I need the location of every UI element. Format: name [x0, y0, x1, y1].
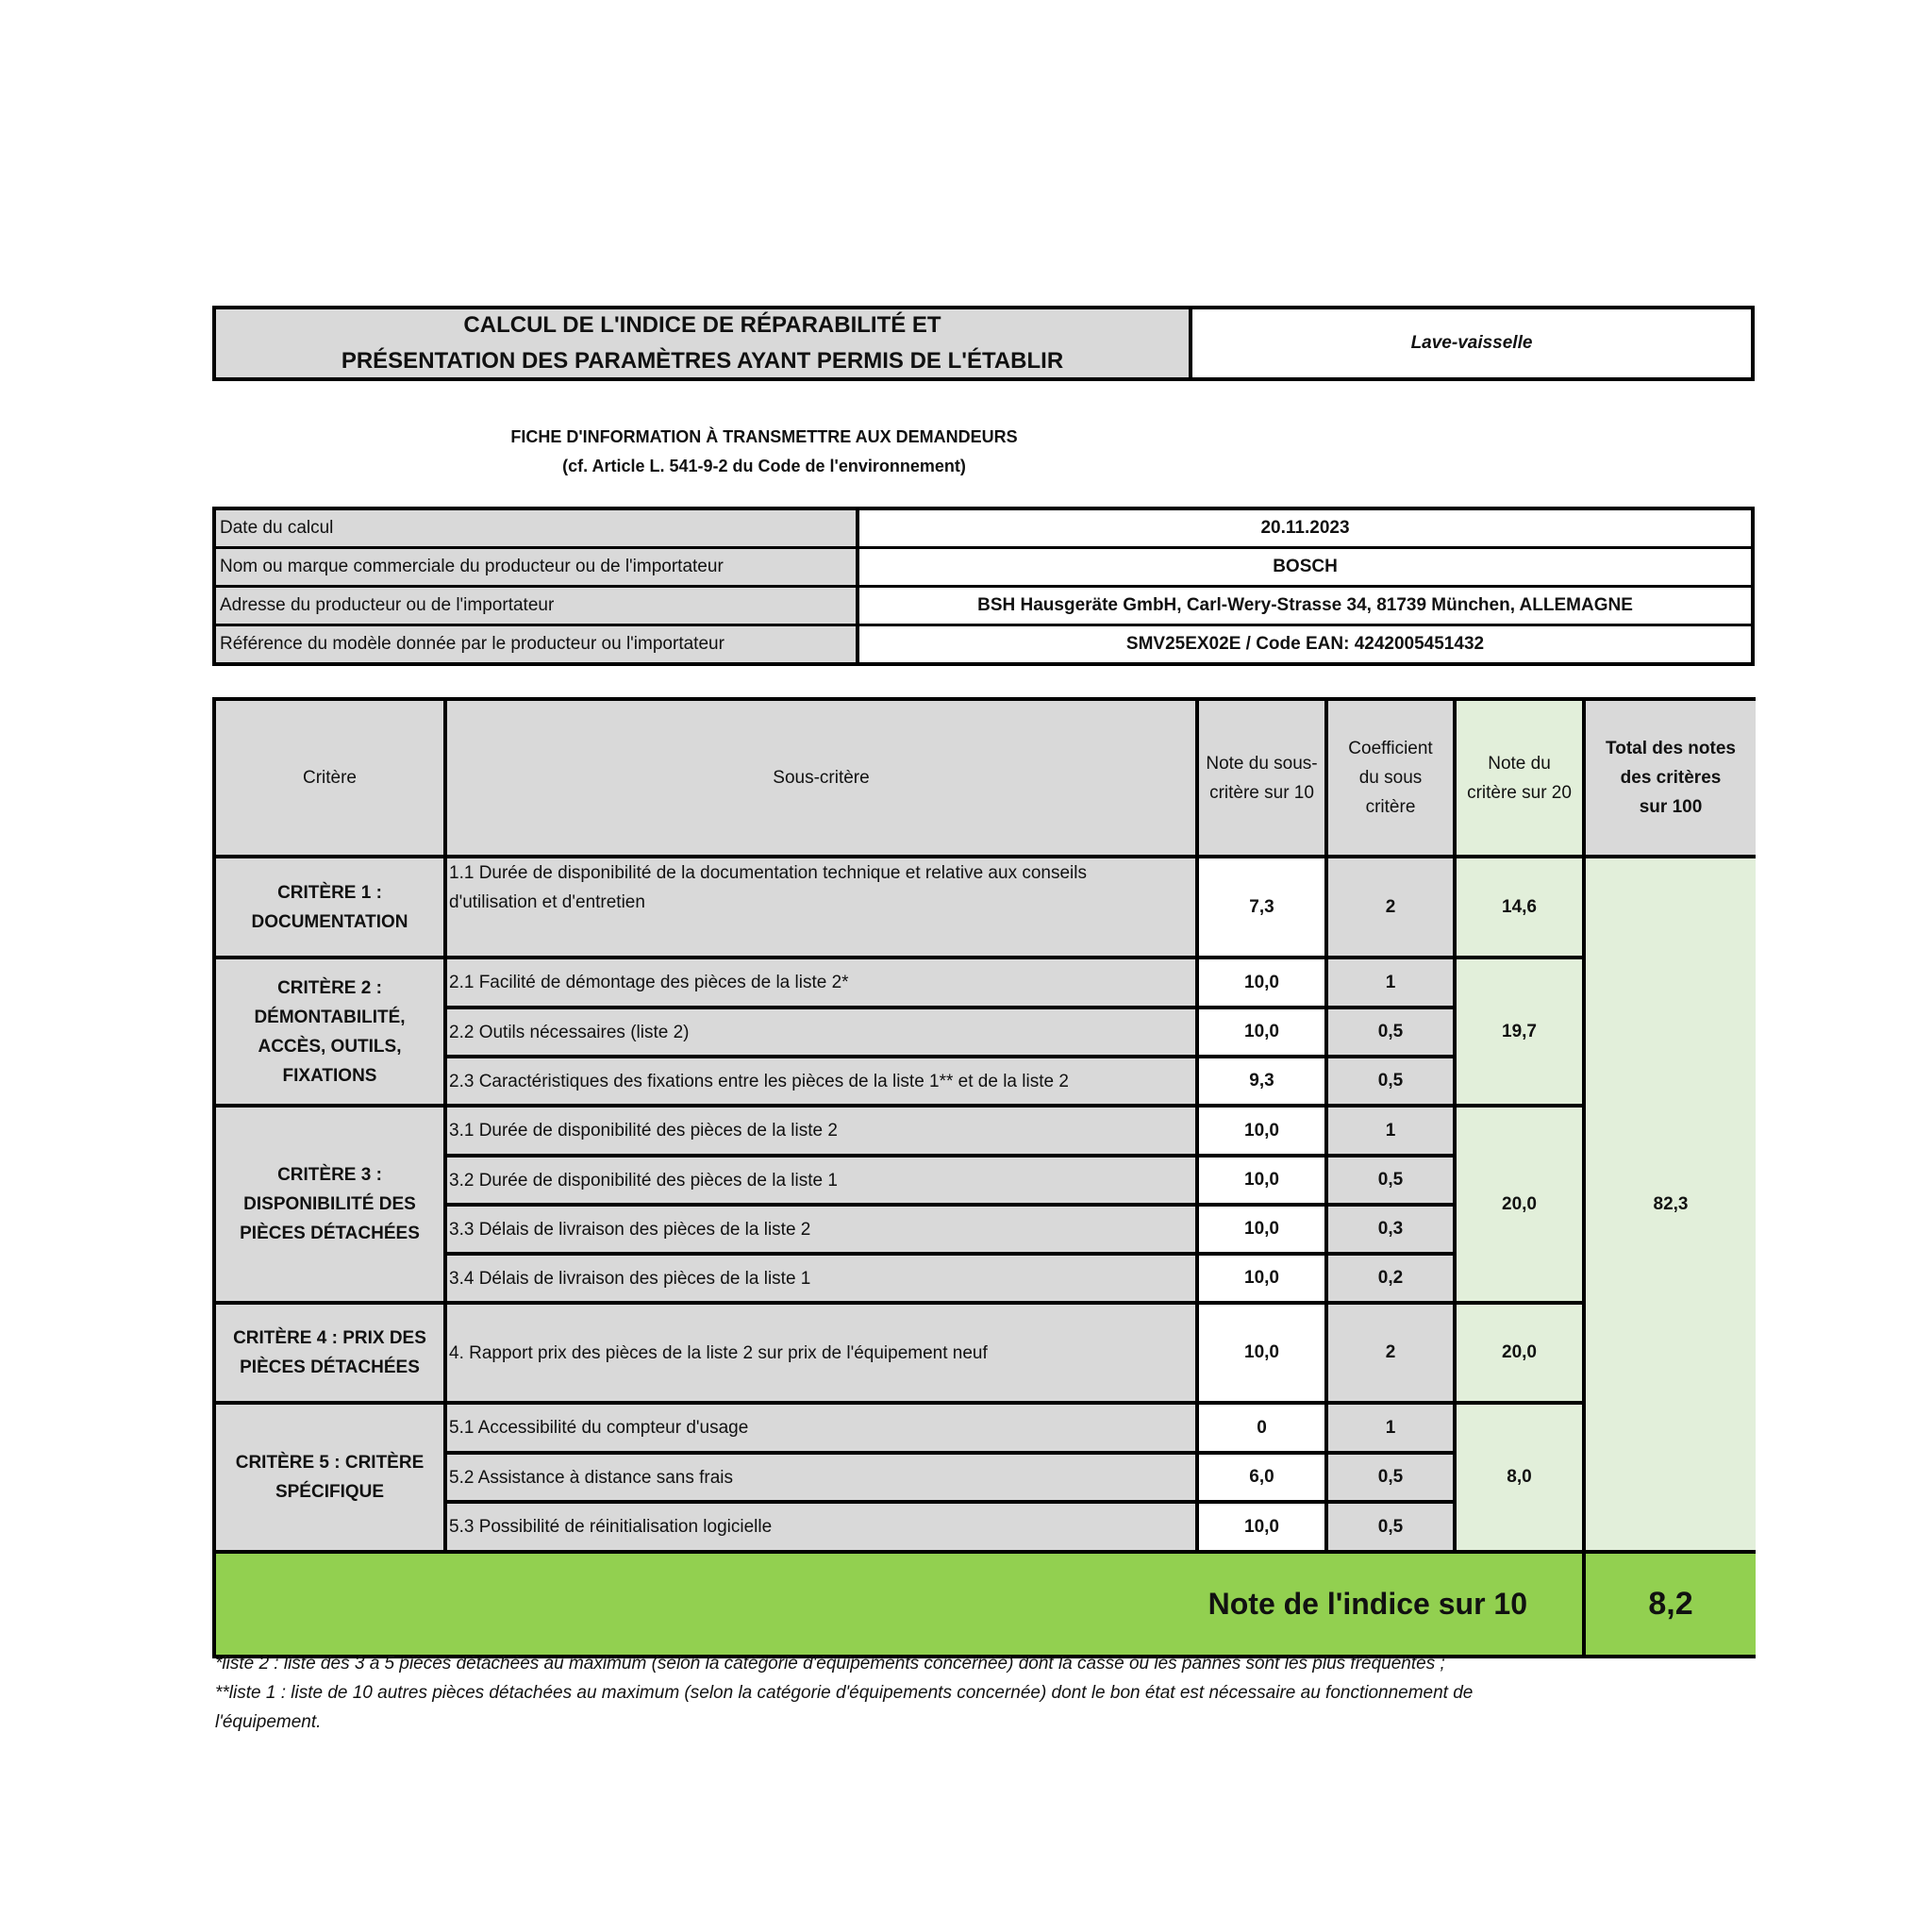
header-note-critere	[1457, 701, 1586, 858]
criterion-1-name	[216, 858, 447, 959]
coef-5-1: 1	[1328, 1405, 1457, 1455]
coef-3-2: 0,5	[1328, 1158, 1457, 1207]
coef-5-3: 0,5	[1328, 1504, 1457, 1554]
coef-2-1: 1	[1328, 959, 1457, 1009]
criterion-3-score: 20,0	[1457, 1108, 1586, 1305]
info-value: 20.11.2023	[1260, 518, 1350, 538]
header-sous-critere: Sous-critère	[447, 701, 1199, 858]
criterion-text: PIÈCES DÉTACHÉES	[240, 1357, 420, 1377]
title-line-2: PRÉSENTATION DES PARAMÈTRES AYANT PERMIS DE L'ÉTABLIR	[341, 348, 1064, 374]
subcriterion-5-2: 5.2 Assistance à distance sans frais	[447, 1455, 1199, 1504]
coef-5-2: 0,5	[1328, 1455, 1457, 1504]
header-text: sur 100	[1639, 797, 1703, 817]
coef-3-4: 0,2	[1328, 1256, 1457, 1305]
subtitle	[396, 423, 1132, 481]
subcriterion-2-1: 2.1 Facilité de démontage des pièces de la liste 2*	[447, 959, 1199, 1009]
subcriterion-5-3: 5.3 Possibilité de réinitialisation logicielle	[447, 1504, 1199, 1554]
note-2-3: 9,3	[1199, 1058, 1328, 1108]
note-2-1: 10,0	[1199, 959, 1328, 1009]
header-text: critère sur 20	[1467, 782, 1572, 803]
note-5-2: 6,0	[1199, 1455, 1328, 1504]
subcriterion-2-2: 2.2 Outils nécessaires (liste 2)	[447, 1009, 1199, 1058]
info-row-address	[216, 588, 1751, 626]
criterion-text: CRITÈRE 4 : PRIX DES	[233, 1328, 426, 1348]
footnote-3: l'équipement.	[215, 1712, 322, 1732]
criterion-text: DISPONIBILITÉ DES	[243, 1194, 416, 1214]
criterion-text: ACCÈS, OUTILS,	[258, 1036, 402, 1057]
criterion-4-score: 20,0	[1457, 1305, 1586, 1405]
header-text: du sous	[1358, 768, 1423, 788]
header-text: Total des notes	[1606, 739, 1736, 758]
info-value: BSH Hausgeräte GmbH, Carl-Wery-Strasse 34, 81739 München, ALLEMAGNE	[977, 595, 1633, 615]
total-score: 82,3	[1586, 858, 1756, 1554]
note-1-1: 7,3	[1199, 858, 1328, 959]
note-2-2: 10,0	[1199, 1009, 1328, 1058]
criterion-2-score: 19,7	[1457, 959, 1586, 1108]
product-category: Lave-vaisselle	[1410, 333, 1533, 353]
criterion-5-name	[216, 1405, 447, 1554]
coef-4: 2	[1328, 1305, 1457, 1405]
criterion-text: CRITÈRE 1 :	[277, 882, 382, 903]
criterion-1-score: 14,6	[1457, 858, 1586, 959]
criterion-4-name	[216, 1305, 447, 1405]
note-5-3: 10,0	[1199, 1504, 1328, 1554]
header-text: des critères	[1620, 768, 1722, 788]
header-text: critère sur 10	[1209, 782, 1314, 803]
subcriterion-2-3: 2.3 Caractéristiques des fixations entre les pièces de la liste 1** et de la liste 2	[447, 1058, 1199, 1108]
note-3-2: 10,0	[1199, 1158, 1328, 1207]
note-3-3: 10,0	[1199, 1207, 1328, 1256]
info-label: Référence du modèle donnée par le producteur ou l'importateur	[216, 626, 859, 662]
header-total	[1586, 701, 1756, 858]
document-title	[216, 309, 1192, 377]
subcriterion-text: 1.1 Durée de disponibilité de la documentation technique et relative aux conseils	[449, 863, 1087, 883]
criterion-text: PIÈCES DÉTACHÉES	[240, 1224, 420, 1243]
subtitle-line-1: FICHE D'INFORMATION À TRANSMETTRE AUX DEMANDEURS	[510, 427, 1018, 446]
coef-1-1: 2	[1328, 858, 1457, 959]
criterion-text: FIXATIONS	[282, 1065, 377, 1086]
info-row-date	[216, 510, 1751, 549]
index-label: Note de l'indice sur 10	[216, 1554, 1586, 1655]
header-text: Note du	[1488, 753, 1551, 774]
criterion-text: CRITÈRE 2 :	[277, 977, 382, 998]
note-3-4: 10,0	[1199, 1256, 1328, 1305]
criterion-2-name	[216, 959, 447, 1108]
index-value: 8,2	[1586, 1554, 1756, 1655]
header-coefficient	[1328, 701, 1457, 858]
info-row-reference	[216, 626, 1751, 662]
info-value: SMV25EX02E / Code EAN: 4242005451432	[1125, 634, 1485, 654]
header-critere: Critère	[216, 701, 447, 858]
info-value: BOSCH	[1273, 557, 1338, 576]
info-table	[212, 507, 1755, 666]
criterion-text: CRITÈRE 5 : CRITÈRE	[235, 1453, 425, 1473]
title-line-1: CALCUL DE L'INDICE DE RÉPARABILITÉ ET	[463, 312, 941, 338]
score-table	[212, 697, 1756, 1658]
info-label: Adresse du producteur ou de l'importateur	[216, 588, 859, 624]
criterion-text: CRITÈRE 3 :	[277, 1165, 382, 1185]
note-3-1: 10,0	[1199, 1108, 1328, 1158]
header-text: Note du sous-	[1206, 753, 1318, 774]
subtitle-line-2: (cf. Article L. 541-9-2 du Code de l'environnement)	[562, 457, 966, 475]
coef-3-1: 1	[1328, 1108, 1457, 1158]
criterion-3-name	[216, 1108, 447, 1305]
subcriterion-5-1: 5.1 Accessibilité du compteur d'usage	[447, 1405, 1199, 1455]
note-4: 10,0	[1199, 1305, 1328, 1405]
coef-2-3: 0,5	[1328, 1058, 1457, 1108]
subcriterion-3-2: 3.2 Durée de disponibilité des pièces de la liste 1	[447, 1158, 1199, 1207]
header-note-sous-critere	[1199, 701, 1328, 858]
criterion-text: DOCUMENTATION	[251, 911, 408, 932]
subcriterion-1-1	[447, 858, 1199, 959]
criterion-text: SPÉCIFIQUE	[275, 1482, 385, 1502]
subcriterion-4: 4. Rapport prix des pièces de la liste 2 sur prix de l'équipement neuf	[447, 1305, 1199, 1405]
header-text: Coefficient	[1348, 739, 1433, 758]
footnote-1: *liste 2 : liste des 3 à 5 pièces détachées au maximum (selon la catégorie d'équipements concernée) dont la casse ou les pannes sont les plus fréquentes ;	[215, 1654, 1445, 1674]
coef-2-2: 0,5	[1328, 1009, 1457, 1058]
subcriterion-3-1: 3.1 Durée de disponibilité des pièces de la liste 2	[447, 1108, 1199, 1158]
criterion-5-score: 8,0	[1457, 1405, 1586, 1554]
footnotes	[215, 1649, 1668, 1737]
info-label: Date du calcul	[216, 510, 859, 546]
note-5-1: 0	[1199, 1405, 1328, 1455]
subcriterion-3-3: 3.3 Délais de livraison des pièces de la liste 2	[447, 1207, 1199, 1256]
header-text: critère	[1365, 797, 1416, 817]
subcriterion-3-4: 3.4 Délais de livraison des pièces de la liste 1	[447, 1256, 1199, 1305]
subcriterion-text: d'utilisation et d'entretien	[449, 892, 645, 912]
criterion-text: DÉMONTABILITÉ,	[254, 1007, 406, 1027]
document-header	[212, 306, 1755, 381]
info-label: Nom ou marque commerciale du producteur ou de l'importateur	[216, 549, 859, 585]
coef-3-3: 0,3	[1328, 1207, 1457, 1256]
footnote-2: **liste 1 : liste de 10 autres pièces détachées au maximum (selon la catégorie d'équipements concernée) dont le bon état est nécessaire au fonctionnement de	[215, 1683, 1474, 1703]
info-row-brand	[216, 549, 1751, 588]
